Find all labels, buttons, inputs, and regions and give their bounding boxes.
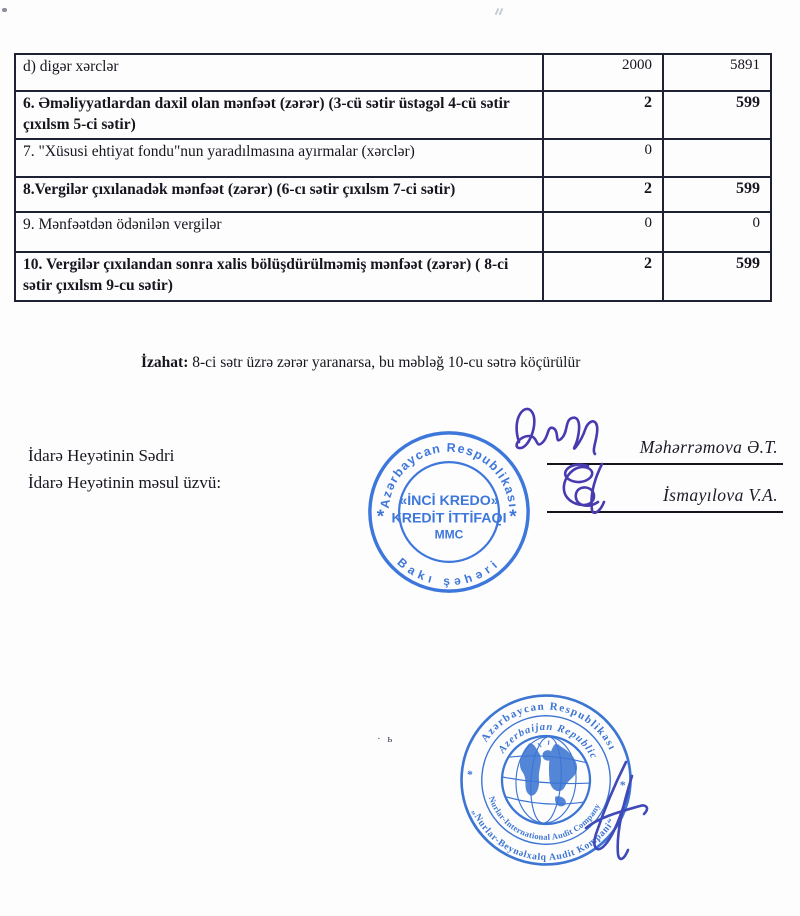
row-value-col1: 0 (543, 212, 663, 252)
star-icon: * (466, 769, 474, 782)
note-label: İzahat: (141, 354, 189, 371)
star-icon: * (376, 506, 385, 528)
scan-speck (2, 8, 7, 12)
row-label: 9. Mənfəətdən ödənilən vergilər (15, 212, 543, 252)
row-label: d) digər xərclər (15, 54, 543, 91)
stamp-ring-top-text: Azərbaycan Respublikası (377, 440, 521, 510)
row-value-col1: 2 (543, 91, 663, 139)
row-label: 10. Vergilər çıxılandan sonra xalis bölüşdürülməmiş mənfəət (zərər) ( 8-ci sətir çıxılsm 9-cu sətir) (15, 252, 543, 301)
scan-marks (496, 8, 506, 16)
stamp-center-line3: MMC (434, 527, 464, 542)
stamp-ring-bottom-text: Bakı şəhəri (394, 554, 504, 589)
table-row (15, 252, 771, 301)
table-row (15, 139, 771, 177)
financial-results-table (14, 53, 772, 302)
official-title-chairman: İdarə Heyətinin Sədri (28, 446, 175, 465)
star-icon: * (509, 506, 517, 528)
row-value-col2 (663, 139, 771, 177)
officials-block (28, 442, 221, 496)
stamp-center-line1: «İNCİ KREDO» (399, 493, 499, 510)
row-label: 8.Vergilər çıxılanadək mənfəət (zərər) (6-cı sətir çıxılsm 7-ci sətir) (15, 177, 543, 212)
star-icon: * (619, 779, 626, 793)
signatory-name-1: Məhərrəmova Ə.T. (547, 437, 783, 465)
row-value-col1: 2 (543, 252, 663, 301)
table-row (15, 212, 771, 252)
table-row (15, 91, 771, 139)
row-value-col1: 2 (543, 177, 663, 212)
stamp-center-line2: KREDİT İTTİFAQI (391, 510, 507, 527)
ink-artifact: · ь (377, 733, 395, 745)
note-text: 8-ci sətr üzrə zərər yaranarsa, bu məbləğ 10-cu sətrə köçürülür (188, 354, 581, 371)
row-value-col1: 0 (543, 139, 663, 177)
table-row (15, 54, 771, 91)
explanatory-note (141, 354, 580, 372)
signature-ink-1 (505, 398, 605, 466)
signatory-name-2: İsmayılova V.A. (547, 485, 783, 513)
row-value-col2: 5891 (663, 54, 771, 91)
signature-ink-2 (550, 458, 622, 516)
official-title-member: İdarə Heyətinin məsul üzvü: (28, 473, 222, 492)
signature-ink-3 (570, 756, 655, 868)
row-value-col2: 599 (663, 177, 771, 212)
auditor-inner-bottom-text: Nurlar-International Audit Company (486, 794, 603, 842)
row-label: 7. "Xüsusi ehtiyat fondu"nun yaradılmasına ayırmalar (xərclər) (15, 139, 543, 177)
auditor-outer-top-text: Azərbaycan Respublikası (478, 700, 619, 753)
row-value-col2: 599 (663, 91, 771, 139)
auditor-inner-top-text: Azerbaijan Republic (496, 721, 600, 762)
row-label: 6. Əməliyyatlardan daxil olan mənfəət (zərər) (3-cü sətir üstəgəl 4-cü sətir çıxılsm 5-ci sətir) (15, 91, 543, 139)
row-value-col2: 0 (663, 212, 771, 252)
table-row (15, 177, 771, 212)
auditor-outer-bottom-text: „Nurlar-Beynəlxalq Audit Kompani“ (469, 807, 618, 864)
row-value-col1: 2000 (543, 54, 663, 91)
row-value-col2: 599 (663, 252, 771, 301)
